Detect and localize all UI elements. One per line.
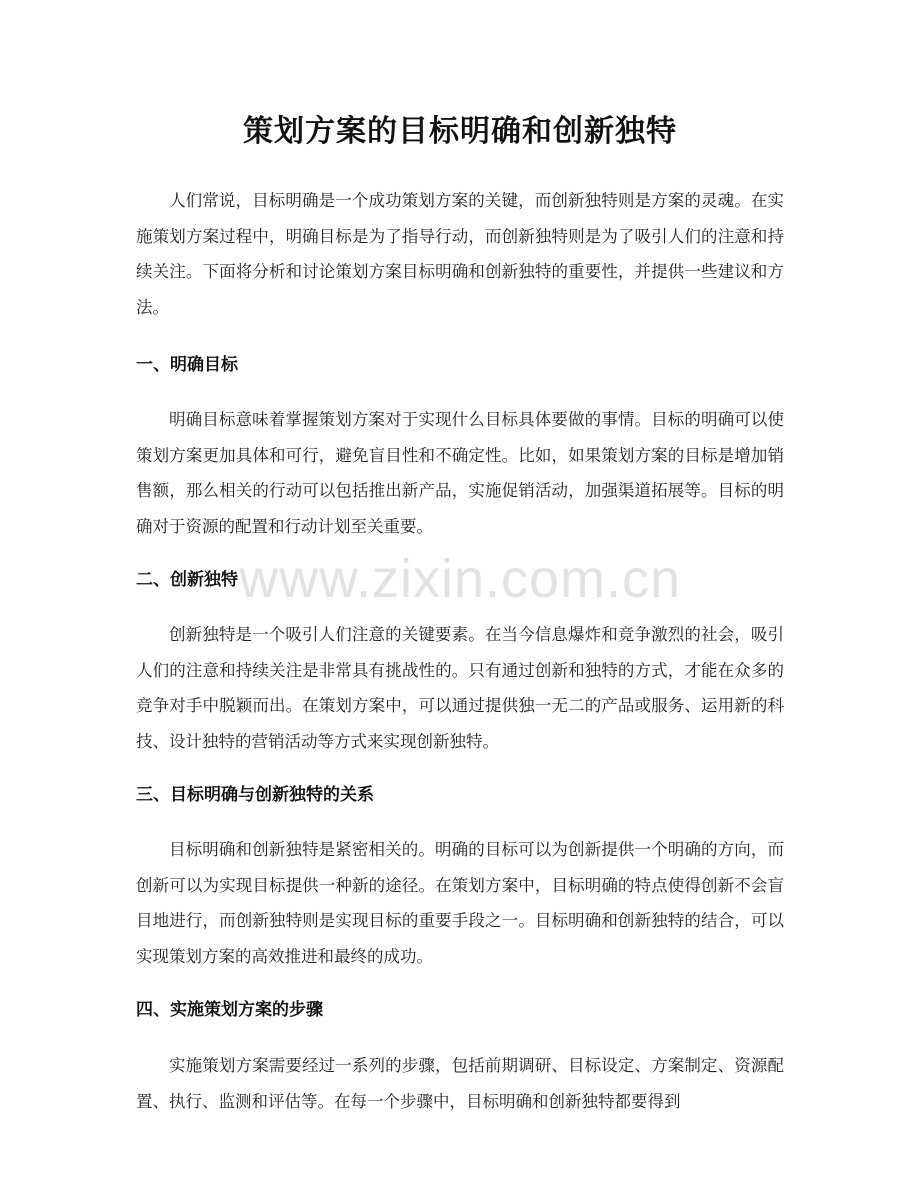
section-heading-4: 四、实施策划方案的步骤: [136, 1000, 323, 1020]
section-body-2: 创新独特是一个吸引人们注意的关键要素。在当今信息爆炸和竞争激烈的社会，吸引人们的注意和持续关注是非常具有挑战性的。只有通过创新和独特的方式，才能在众多的竞争对手中脱颖而出。在策划方案中，可以通过提供独一无二的产品或服务、运用新的科技、设计独特的营销活动等方式来实现创新独特。: [136, 625, 784, 751]
intro-paragraph: 人们常说，目标明确是一个成功策划方案的关键，而创新独特则是方案的灵魂。在实施策划方案过程中，明确目标是为了指导行动，而创新独特则是为了吸引人们的注意和持续关注。下面将分析和讨论策划方案目标明确和创新独特的重要性，并提供一些建议和方法。: [136, 191, 784, 317]
document-title: 策划方案的目标明确和创新独特: [243, 114, 677, 149]
section-body-3: 目标明确和创新独特是紧密相关的。明确的目标可以为创新提供一个明确的方向，而创新可以为实现目标提供一种新的途径。在策划方案中，目标明确的特点使得创新不会盲目地进行，而创新独特则是实现目标的重要手段之一。目标明确和创新独特的结合，可以实现策划方案的高效推进和最终的成功。: [136, 840, 784, 966]
document-page: [136, 0, 784, 1119]
section-body-4: 实施策划方案需要经过一系列的步骤，包括前期调研、目标设定、方案制定、资源配置、执行、监测和评估等。在每一个步骤中，目标明确和创新独特都要得到: [136, 1056, 784, 1111]
section-heading-1: 一、明确目标: [136, 355, 238, 375]
section-heading-3: 三、目标明确与创新独特的关系: [136, 785, 374, 805]
site-watermark: www.zixin.com.cn: [238, 549, 682, 609]
section-body-1: 明确目标意味着掌握策划方案对于实现什么目标具体要做的事情。目标的明确可以使策划方案更加具体和可行，避免盲目性和不确定性。比如，如果策划方案的目标是增加销售额，那么相关的行动可以包括推出新产品，实施促销活动，加强渠道拓展等。目标的明确对于资源的配置和行动计划至关重要。: [136, 410, 784, 536]
section-heading-2: 二、创新独特: [136, 570, 238, 590]
